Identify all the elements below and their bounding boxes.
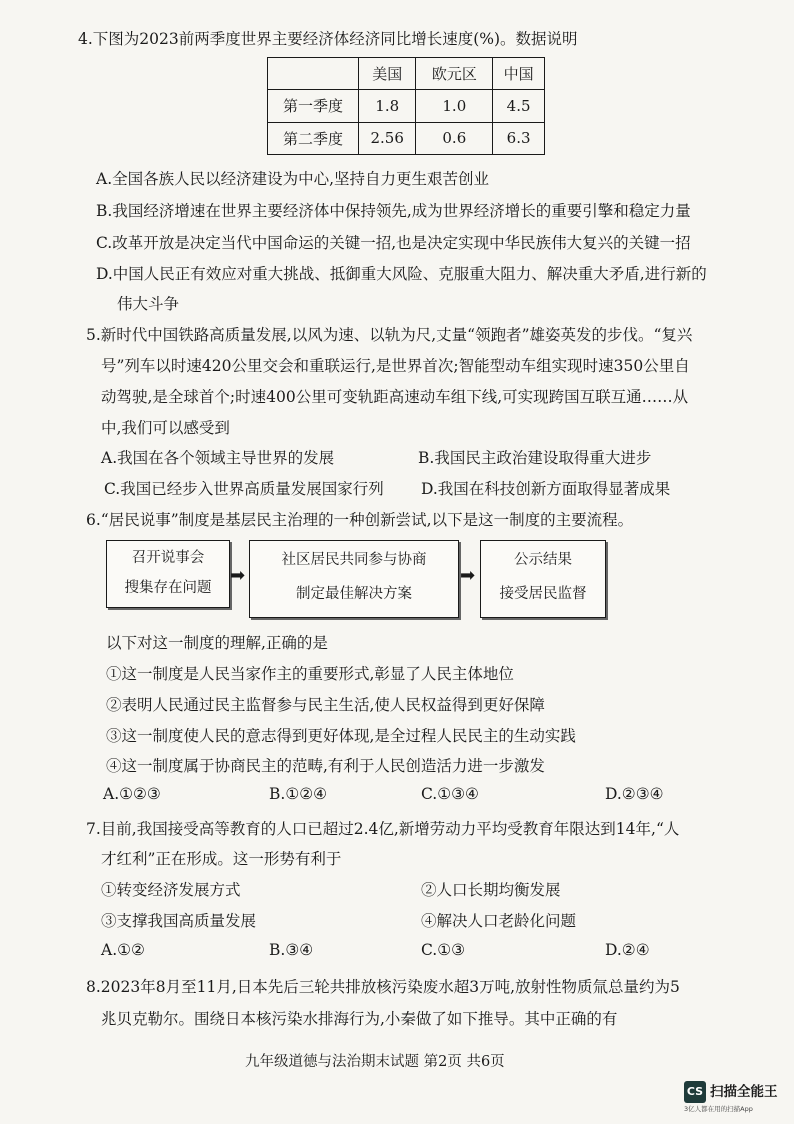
flow-arrow-icon: ➡ [460, 565, 476, 586]
q6-statement-4: ④这一制度属于协商民主的范畴,有利于人民创造活力进一步激发 [106, 757, 545, 775]
table-header-us: 美国 [359, 58, 416, 90]
q4-option-a: A.全国各族人民以经济建设为中心,坚持自力更生艰苦创业 [96, 170, 490, 188]
table-corner-cell [268, 58, 359, 90]
flow-step-2 [249, 540, 459, 618]
q4-option-c: C.改革开放是决定当代中国命运的关键一招,也是决定实现中华民族伟大复兴的关键一招 [96, 234, 691, 252]
q5-option-b: B.我国民主政治建设取得重大进步 [418, 449, 652, 467]
table-cell: 0.6 [416, 122, 493, 154]
q6-option-c: C.①③④ [421, 785, 479, 803]
table-header-eurozone: 欧元区 [416, 58, 493, 90]
q5-option-c: C.我国已经步入世界高质量发展国家行列 [104, 480, 384, 498]
q5-stem-line3: 动驾驶,是全球首个;时速400公里可变轨距高速动车组下线,可实现跨国互联互通……从 [101, 388, 689, 406]
table-cell: 1.8 [359, 90, 416, 122]
q8-stem-line1: 8.2023年8月至11月,日本先后三轮共排放核污染废水超3万吨,放射性物质氚总量约为5 [86, 978, 680, 996]
q7-stem-line1: 7.目前,我国接受高等教育的人口已超过2.4亿,新增劳动力平均受教育年限达到14年,“人 [86, 820, 680, 838]
q8-stem-line2: 兆贝克勒尔。围绕日本核污染水排海行为,小秦做了如下推导。其中正确的有 [101, 1010, 618, 1028]
flow-arrow-icon: ➡ [230, 565, 246, 586]
flow-step-3-line2: 接受居民监督 [499, 586, 587, 602]
q7-stem-line2: 才红利”正在形成。这一形势有利于 [101, 850, 342, 868]
gdp-growth-table [267, 57, 545, 155]
table-cell: 4.5 [493, 90, 545, 122]
table-header-row [268, 58, 545, 90]
q7-statement-2: ②人口长期均衡发展 [421, 881, 561, 899]
q5-option-d: D.我国在科技创新方面取得显著成果 [421, 480, 671, 498]
q5-stem-line2: 号”列车以时速420公里交会和重联运行,是世界首次;智能型动车组实现时速350公里自 [101, 357, 690, 375]
table-cell: 第二季度 [268, 122, 359, 154]
flow-step-2-line1: 社区居民共同参与协商 [281, 552, 427, 568]
q6-option-a: A.①②③ [103, 785, 161, 803]
table-cell: 2.56 [359, 122, 416, 154]
q5-stem-line1: 5.新时代中国铁路高质量发展,以风为速、以轨为尺,丈量“领跑者”雄姿英发的步伐。“复兴 [86, 326, 693, 344]
q7-option-d: D.②④ [605, 941, 650, 959]
q7-statement-3: ③支撑我国高质量发展 [101, 912, 257, 930]
q7-statement-1: ①转变经济发展方式 [101, 881, 241, 899]
q7-option-a: A.①② [101, 941, 145, 959]
q6-stem: 6.“居民说事”制度是基层民主治理的一种创新尝试,以下是这一制度的主要流程。 [86, 511, 634, 529]
q5-option-a: A.我国在各个领域主导世界的发展 [101, 449, 335, 467]
table-row [268, 122, 545, 154]
table-header-china: 中国 [493, 58, 545, 90]
flow-step-1-line1: 召开说事会 [131, 550, 205, 566]
q6-prompt: 以下对这一制度的理解,正确的是 [106, 634, 328, 652]
q4-option-d-cont: 伟大斗争 [117, 295, 180, 313]
q4-option-d: D.中国人民正有效应对重大挑战、抵御重大风险、克服重大阻力、解决重大矛盾,进行新的 [96, 265, 707, 283]
scanner-tagline: 3亿人都在用的扫描App [684, 1105, 753, 1113]
flow-step-1 [106, 540, 230, 608]
q6-statement-2: ②表明人民通过民主监督参与民主生活,使人民权益得到更好保障 [106, 696, 545, 714]
flow-step-1-line2: 搜集存在问题 [124, 580, 212, 596]
table-cell: 第一季度 [268, 90, 359, 122]
table-cell: 1.0 [416, 90, 493, 122]
page-footer: 九年级道德与法治期末试题 第2页 共6页 [245, 1054, 505, 1070]
q4-stem: 4.下图为2023前两季度世界主要经济体经济同比增长速度(%)。数据说明 [78, 30, 578, 48]
scanner-app-name: 扫描全能王 [710, 1084, 778, 1100]
q6-option-d: D.②③④ [605, 785, 664, 803]
flow-step-3 [480, 540, 606, 618]
q6-option-b: B.①②④ [269, 785, 328, 803]
table-cell: 6.3 [493, 122, 545, 154]
q6-statement-1: ①这一制度是人民当家作主的重要形式,彰显了人民主体地位 [106, 665, 514, 683]
q7-option-b: B.③④ [269, 941, 314, 959]
camscanner-logo-icon: CS [684, 1081, 706, 1103]
q6-statement-3: ③这一制度使人民的意志得到更好体现,是全过程人民民主的生动实践 [106, 727, 576, 745]
flow-step-3-line1: 公示结果 [514, 552, 572, 568]
q4-option-b: B.我国经济增速在世界主要经济体中保持领先,成为世界经济增长的重要引擎和稳定力量 [96, 202, 691, 220]
table-row [268, 90, 545, 122]
q7-option-c: C.①③ [421, 941, 466, 959]
q7-statement-4: ④解决人口老龄化问题 [421, 912, 577, 930]
flow-step-2-line2: 制定最佳解决方案 [296, 586, 412, 602]
q5-stem-line4: 中,我们可以感受到 [101, 419, 230, 437]
